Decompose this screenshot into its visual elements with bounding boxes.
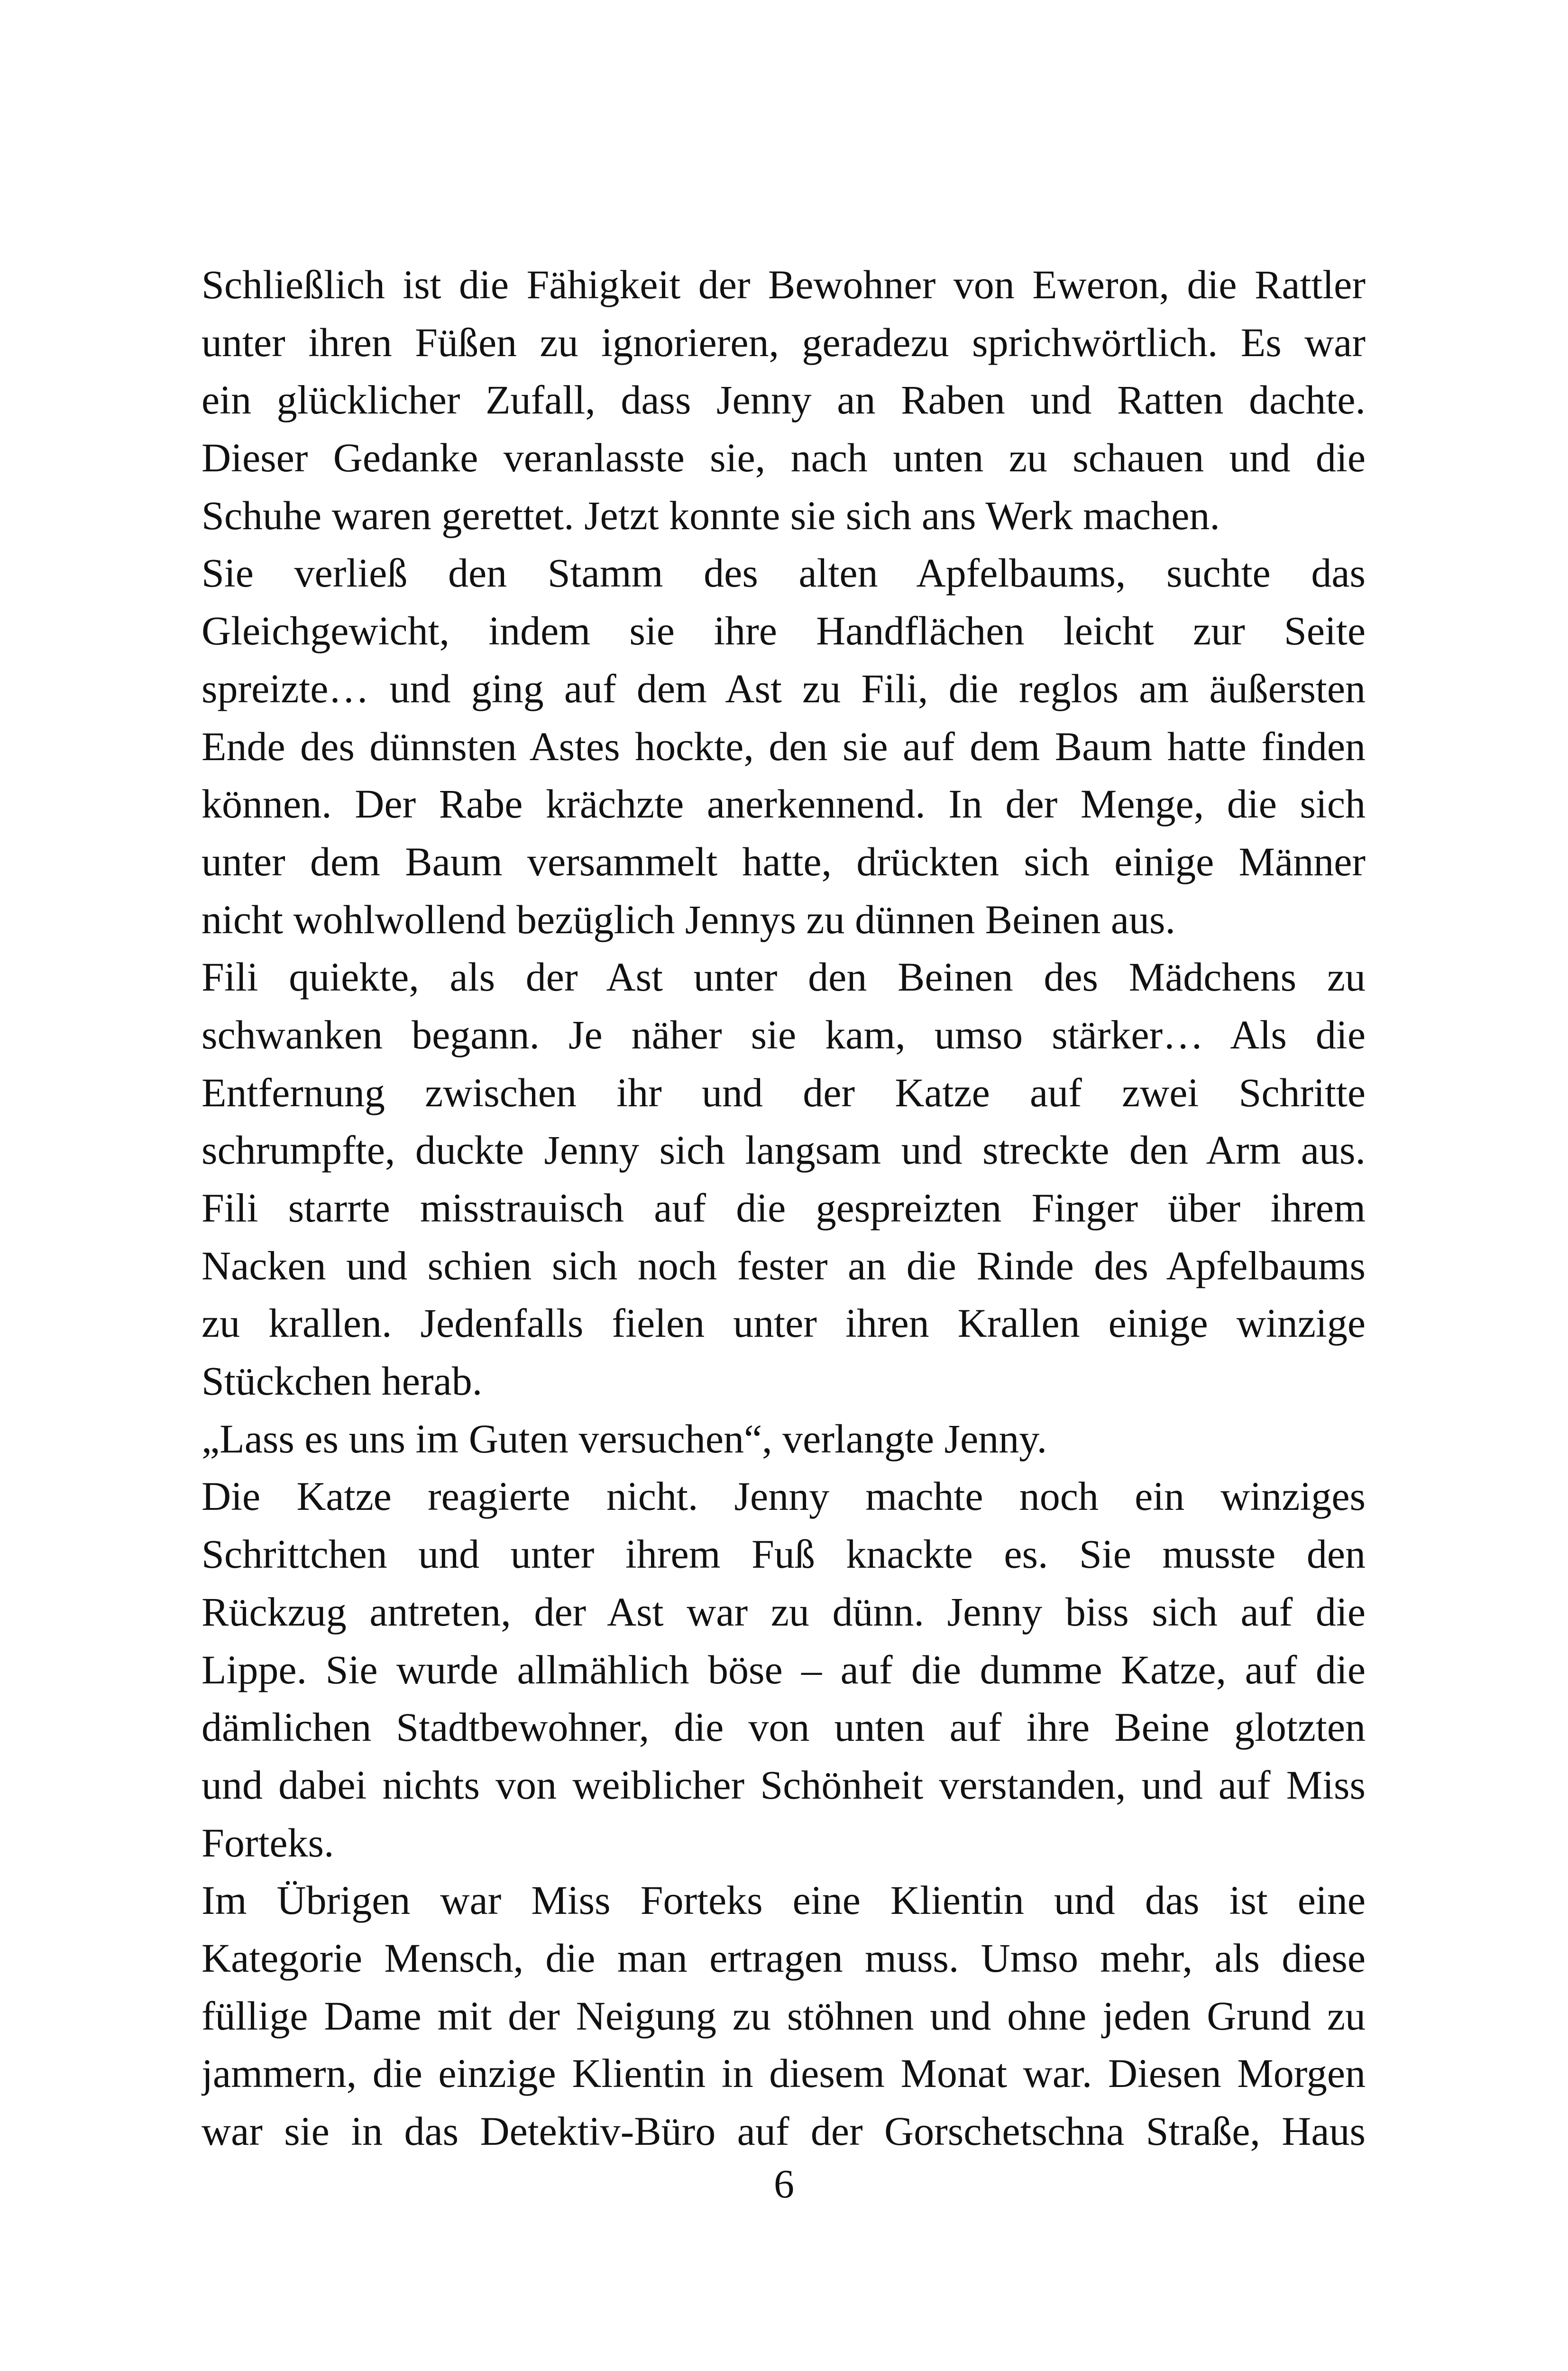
text-line: unter dem Baum versammelt hatte, drückten sich einige Männer <box>202 838 1366 884</box>
text-line: Rückzug antreten, der Ast war zu dünn. Jenny biss sich auf die <box>202 1589 1366 1635</box>
text-line: Stückchen herab. <box>202 1358 483 1404</box>
body-text <box>202 256 1366 2160</box>
text-line: und dabei nichts von weiblicher Schönheit verstanden, und auf Miss <box>202 1762 1366 1808</box>
text-line: unter ihren Füßen zu ignorieren, geradezu sprichwörtlich. Es war <box>202 319 1366 365</box>
text-line: Schließlich ist die Fähigkeit der Bewohner von Eweron, die Rattler <box>202 262 1366 307</box>
text-line: Sie verließ den Stamm des alten Apfelbaums, suchte das <box>202 550 1366 596</box>
page-number: 6 <box>774 2161 794 2206</box>
text-line: Nacken und schien sich noch fester an die Rinde des Apfelbaums <box>202 1242 1366 1288</box>
text-line: dämlichen Stadtbewohner, die von unten auf ihre Beine glotzten <box>202 1704 1366 1750</box>
text-line: spreizte… und ging auf dem Ast zu Fili, die reglos am äußersten <box>202 665 1366 711</box>
text-line: Fili quiekte, als der Ast unter den Beinen des Mädchens zu <box>202 954 1366 1000</box>
text-line: Forteks. <box>202 1820 334 1866</box>
text-line: Kategorie Mensch, die man ertragen muss. Umso mehr, als diese <box>202 1935 1366 1981</box>
text-line: Im Übrigen war Miss Forteks eine Klientin und das ist eine <box>202 1877 1366 1923</box>
text-line: zu krallen. Jedenfalls fielen unter ihren Krallen einige winzige <box>202 1300 1366 1346</box>
text-line: Gleichgewicht, indem sie ihre Handflächen leicht zur Seite <box>202 608 1366 654</box>
text-line: Schrittchen und unter ihrem Fuß knackte es. Sie musste den <box>202 1531 1366 1577</box>
text-line: Die Katze reagierte nicht. Jenny machte noch ein winziges <box>202 1473 1366 1519</box>
text-line: nicht wohlwollend bezüglich Jennys zu dünnen Beinen aus. <box>202 896 1176 942</box>
text-line: schwanken begann. Je näher sie kam, umso stärker… Als die <box>202 1011 1366 1057</box>
text-line: Lippe. Sie wurde allmählich böse – auf die dumme Katze, auf die <box>202 1646 1366 1692</box>
text-line: ein glücklicher Zufall, dass Jenny an Raben und Ratten dachte. <box>202 377 1366 423</box>
text-line: Dieser Gedanke veranlasste sie, nach unten zu schauen und die <box>202 435 1366 481</box>
text-line: „Lass es uns im Guten versuchen“, verlangte Jenny. <box>202 1415 1047 1461</box>
text-line: schrumpfte, duckte Jenny sich langsam und streckte den Arm aus. <box>202 1127 1366 1173</box>
text-line: Entfernung zwischen ihr und der Katze auf zwei Schritte <box>202 1069 1366 1115</box>
text-line: Ende des dünnsten Astes hockte, den sie auf dem Baum hatte finden <box>202 723 1366 769</box>
text-line: Schuhe waren gerettet. Jetzt konnte sie sich ans Werk machen. <box>202 492 1220 538</box>
text-line: war sie in das Detektiv-Büro auf der Gorschetschna Straße, Haus <box>202 2108 1366 2154</box>
text-line: können. Der Rabe krächzte anerkennend. In der Menge, die sich <box>202 781 1366 827</box>
text-line: Fili starrte misstrauisch auf die gespreizten Finger über ihrem <box>202 1185 1366 1231</box>
text-line: füllige Dame mit der Neigung zu stöhnen und ohne jeden Grund zu <box>202 1993 1366 2039</box>
text-line: jammern, die einzige Klientin in diesem Monat war. Diesen Morgen <box>202 2050 1366 2096</box>
